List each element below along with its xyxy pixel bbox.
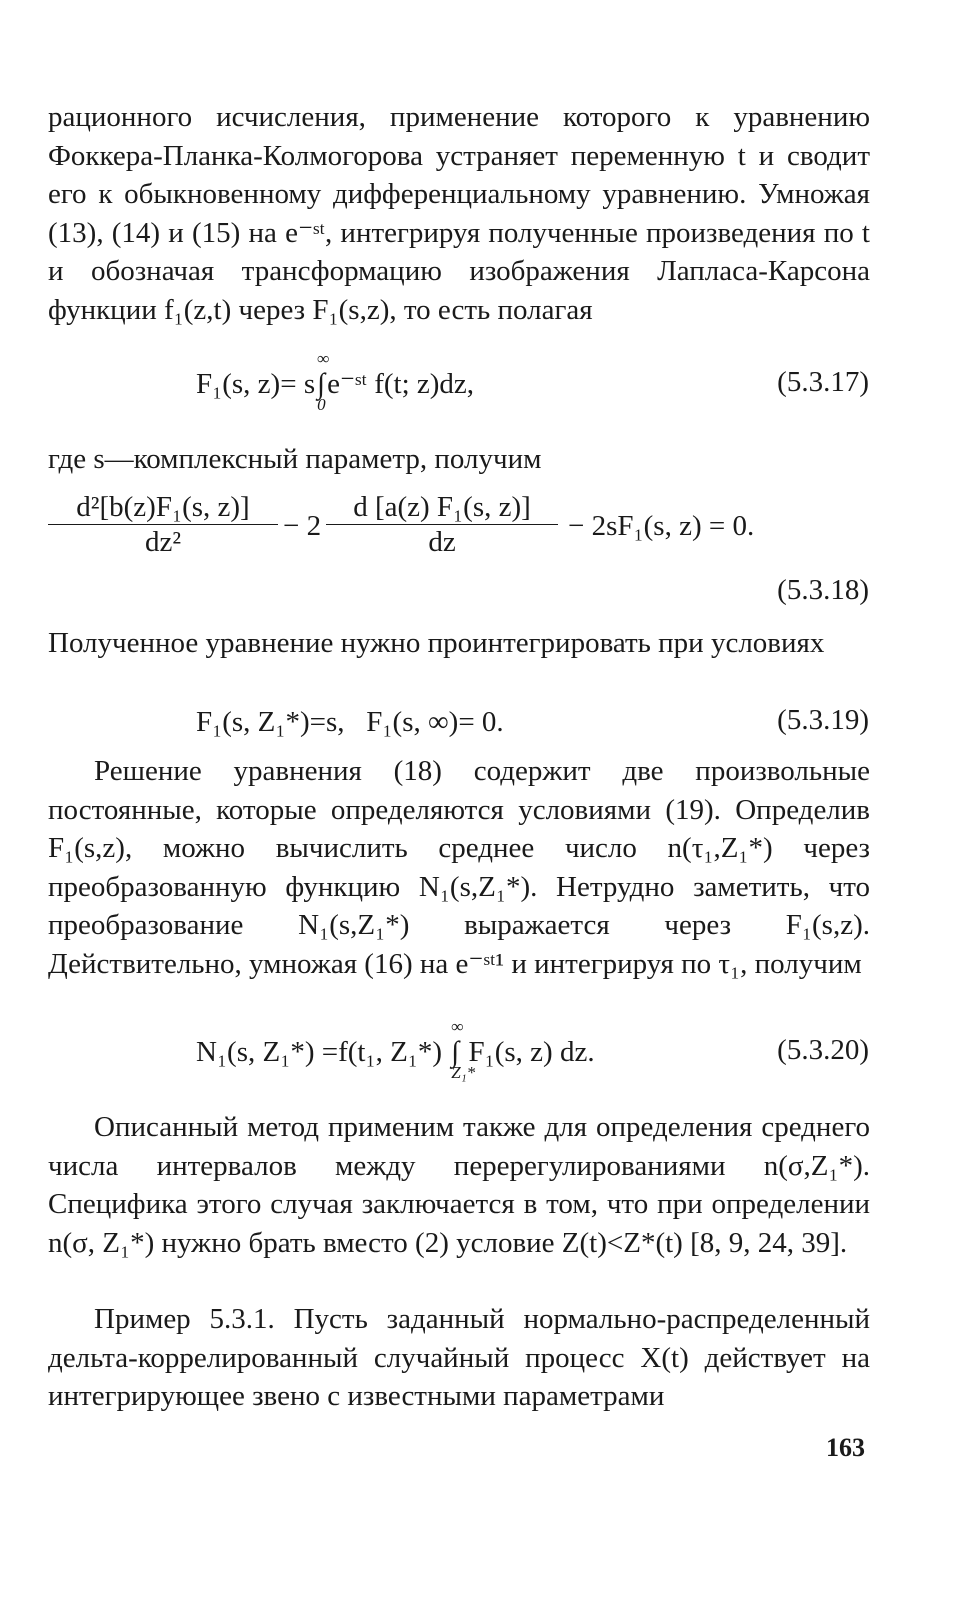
- equation-5-3-17: [196, 349, 475, 414]
- equation-number-5-3-17: (5.3.17): [777, 366, 869, 398]
- eq20-lhs: N₁(s, Z₁*) =f(t₁, Z₁*): [196, 1036, 443, 1068]
- equation-5-3-19: F₁(s, Z₁*)=s, F₁(s, ∞)= 0.: [196, 706, 504, 738]
- integral-sign: [449, 1017, 476, 1082]
- integral-sign: [315, 349, 330, 414]
- paragraph-1: рационного исчисления, применение которого к уравнению Фоккера-Планка-Колмогорова устраняет переменную t и сводит его к обыкновенному дифференциальному уравнению. Умножая (13), (14) и (15) на e⁻ˢᵗ, интегрируя полученные произведения по t и обозначая трансформацию изображения Лапласа-Карсона функции f₁(z,t) через F₁(s,z), то есть полагая: [48, 101, 870, 326]
- eq17-lhs: F₁(s, z)= s: [196, 368, 316, 400]
- eq18-tail: − 2sF₁(s, z) = 0.: [568, 510, 755, 542]
- paragraph-3: Полученное уравнение нужно проинтегрировать при условиях: [48, 627, 825, 659]
- paragraph-4: Решение уравнения (18) содержит две произвольные постоянные, которые определяются условиями (19). Определив F₁(s,z), можно вычислить среднее число n(τ₁,Z₁*) через преобразованную функцию N₁(s,Z₁*). Нетрудно заметить, что преобразование N₁(s,Z₁*) выражается через F₁(s,z). Действительно, умножая (16) на e⁻ˢᵗ¹ и интегрируя по τ₁, получим: [48, 755, 870, 980]
- integral-upper-limit: ∞: [451, 1017, 464, 1036]
- eq17-rhs: e⁻ˢᵗ f(t; z)dz,: [327, 368, 475, 400]
- paragraph-6: Пример 5.3.1. Пусть заданный нормально-распределенный дельта-коррелированный случайный процесс X(t) действует на интегрирующее звено с известными параметрами: [48, 1303, 870, 1412]
- eq18-operator: − 2: [283, 510, 322, 542]
- integral-upper-limit: ∞: [317, 349, 330, 368]
- paragraph-2: где s—комплексный параметр, получим: [48, 443, 542, 475]
- integral-lower-limit: 0: [317, 395, 326, 414]
- eq18-fraction-2-denominator: dz: [428, 526, 456, 558]
- eq20-rhs: F₁(s, z) dz.: [468, 1036, 595, 1068]
- eq18-fraction-1-numerator: d²[b(z)F₁(s, z)]: [76, 491, 250, 523]
- paragraph-5: Описанный метод применим также для определения среднего числа интервалов между перерегулированиями n(σ,Z₁*). Специфика этого случая заключается в том, что при определении n(σ, Z₁*) нужно брать вместо (2) условие Z(t)<Z*(t) [8, 9, 24, 39].: [48, 1111, 870, 1259]
- page-number: 163: [826, 1433, 865, 1462]
- equation-5-3-20: [196, 1017, 595, 1082]
- eq18-fraction-1-denominator: dz²: [144, 526, 182, 558]
- equation-number-5-3-18: (5.3.18): [777, 574, 869, 606]
- eq18-fraction-1: [48, 490, 278, 559]
- integral-lower-limit: Z₁*: [451, 1063, 476, 1082]
- equation-number-5-3-19: (5.3.19): [777, 704, 869, 736]
- equation-number-5-3-20: (5.3.20): [777, 1034, 869, 1066]
- integral-symbol: ∫: [451, 1036, 460, 1068]
- eq18-fraction-2: [326, 490, 558, 559]
- eq18-fraction-2-numerator: d [a(z) F₁(s, z)]: [353, 491, 531, 523]
- integral-symbol: ∫: [317, 368, 326, 400]
